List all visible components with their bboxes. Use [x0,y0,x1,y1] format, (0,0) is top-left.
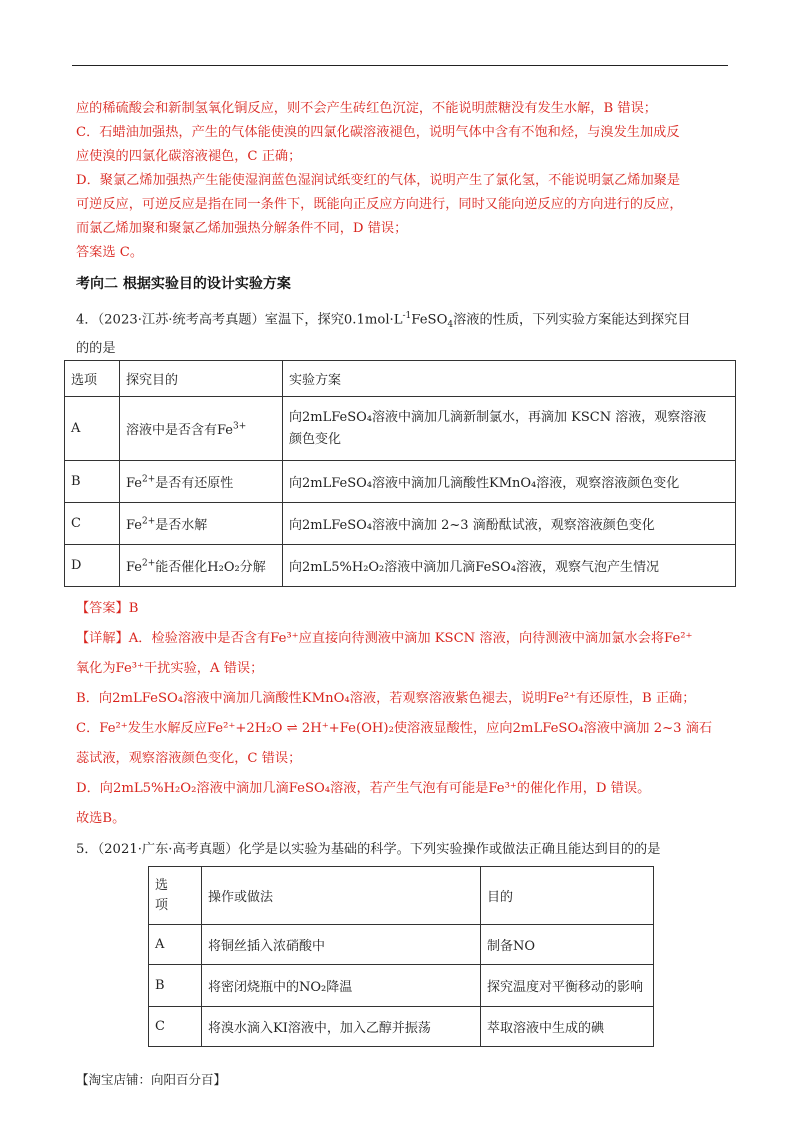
q4-conc-sup: -1 [402,311,412,321]
q5-header-operation: 操作或做法 [202,867,481,925]
table-row [65,397,736,461]
q4-option: B [65,461,120,503]
table-row [65,503,736,545]
question-5-table [148,866,654,1047]
q4-option: C [65,503,120,545]
answer-4 [76,594,726,834]
q5-goal: 探究温度对平衡移动的影响 [481,965,654,1007]
q4-stem-line2: 的的是 [76,341,116,357]
detail-line: 氧化为Fe³⁺干扰实验，A 错误； [76,661,264,676]
table-row [149,965,654,1007]
q4-option: D [65,545,120,587]
q4-goal: $Fe^{2+}$能否催化H₂O₂分解 [120,545,283,587]
explanation-line: 应使溴的四氯化碳溶液褪色，C 正确； [76,149,302,164]
q4-stem-part2: 溶液的性质，下列实验方案能达到探究目 [453,312,691,328]
q5-header-option: 选 项 [149,867,202,925]
explanation-line: 应的稀硫酸会和新制氢氧化铜反应，则不会产生砖红色沉淀，不能说明蔗糖没有发生水解，B 错误； [76,101,657,116]
section-heading: 考向二 根据实验目的设计实验方案 [76,276,291,292]
header-rule [72,65,728,66]
explanation-line: 而氯乙烯加聚和聚氯乙烯加强热分解条件不同，D 错误； [76,221,408,236]
detail-line: 蕊试液，观察溶液颜色变化，C 错误； [76,751,302,766]
detail-line: C．Fe²⁺发生水解反应Fe²⁺+2H₂O ⇌ 2H⁺+Fe(OH)₂使溶液显酸性，应向2mLFeSO₄溶液中滴加 2~3 滴石 [76,721,713,736]
explanation-top [76,97,726,265]
q5-goal: 萃取溶液中生成的碘 [481,1007,654,1047]
table-row [65,545,736,587]
explanation-line: D．聚氯乙烯加强热产生能使湿润蓝色湿润试纸变红的气体，说明产生了氯化氢，不能说明氯乙烯加聚是 [76,173,681,188]
q4-plan: 向2mLFeSO₄溶液中滴加 2~3 滴酚酞试液，观察溶液颜色变化 [283,503,736,545]
question-5-stem: 5．（2021·广东·高考真题）化学是以实验为基础的科学。下列实验操作或做法正确且能达到目的的是 [76,842,661,857]
q4-formula-sub: 4 [447,320,454,331]
q5-header-goal: 目的 [481,867,654,925]
q5-operation: 将溴水滴入KI溶液中，加入乙醇并振荡 [202,1007,481,1047]
q4-header-plan: 实验方案 [283,361,736,397]
q4-header-goal: 探究目的 [120,361,283,397]
explanation-line: C．石蜡油加强热，产生的气体能使溴的四氯化碳溶液褪色，说明气体中含有不饱和烃，与溴发生加成反 [76,125,680,140]
question-4-table [64,360,736,587]
explanation-line: 答案选 C。 [76,245,144,260]
q5-goal: 制备NO [481,925,654,965]
q4-option: A [65,397,120,461]
table-row [65,461,736,503]
table-row [149,1007,654,1047]
q4-formula: FeSO [411,312,448,328]
table-row [149,925,654,965]
footer-shop: 【淘宝店铺：向阳百分百】 [76,1072,227,1087]
question-4-stem [76,304,726,361]
q4-goal: $Fe^{2+}$是否有还原性 [120,461,283,503]
detail-line: 故选B。 [76,811,126,826]
q5-operation: 将密闭烧瓶中的NO₂降温 [202,965,481,1007]
q4-stem-part1: 4．（2023·江苏·统考高考真题）室温下，探究 [76,312,344,328]
detail-line: B．向2mLFeSO₄溶液中滴加几滴酸性KMnO₄溶液，若观察溶液紫色褪去，说明Fe²⁺有还原性，B 正确； [76,691,696,706]
q5-option: C [149,1007,202,1047]
q4-conc: 0.1mol·L [343,312,403,328]
detail-line: D．向2mL5%H₂O₂溶液中滴加几滴FeSO₄溶液，若产生气泡有可能是Fe³⁺的催化作用，D 错误。 [76,781,651,796]
answer-label: 【答案】B [76,601,139,616]
q4-plan: 向2mL5%H₂O₂溶液中滴加几滴FeSO₄溶液，观察气泡产生情况 [283,545,736,587]
q4-plan: 向2mLFeSO₄溶液中滴加几滴新制氯水，再滴加 KSCN 溶液，观察溶液 颜色变化 [283,397,736,461]
q4-header-option: 选项 [65,361,120,397]
q4-plan: 向2mLFeSO₄溶液中滴加几滴酸性KMnO₄溶液，观察溶液颜色变化 [283,461,736,503]
explanation-line: 可逆反应，可逆反应是指在同一条件下，既能向正反应方向进行，同时又能向逆反应的方向进行的反应， [76,197,683,212]
q5-option: A [149,925,202,965]
q4-goal: $Fe^{2+}$是否水解 [120,503,283,545]
q4-goal: 溶液中是否含有$Fe^{3+}$ [120,397,283,461]
q5-operation: 将铜丝插入浓硝酸中 [202,925,481,965]
q5-option: B [149,965,202,1007]
detail-line: 【详解】A．检验溶液中是否含有Fe³⁺应直接向待测液中滴加 KSCN 溶液，向待测液中滴加氯水会将Fe²⁺ [76,631,693,646]
